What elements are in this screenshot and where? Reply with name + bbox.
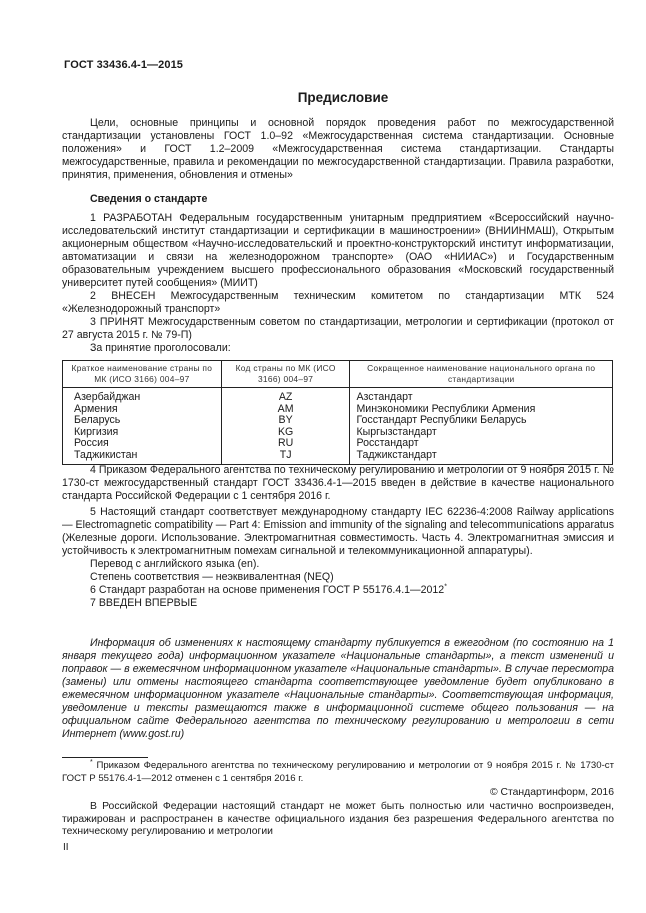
item-7-introduced: 7 ВВЕДЕН ВПЕРВЫЕ xyxy=(90,597,198,609)
changes-notice-text: Информация об изменениях к настоящему стандарту публикуется в ежегодном (по состоянию на 1 января текущего года) информационном указателе «Национальные стандарты», а текст изменений и поправок — в ежемесячном информационном указателе «Национальные стандарты». В случае пересмотра (замены) или отмены настоящего стандарта соответствующее уведомление будет опубликовано в ежемесячном информационном указателе «Национальные стандарты». Соответствующая информация, уведомление и тексты размещаются также в информационной системе общего пользования — на официальном сайте Федерального агентства по техническому регулированию и метрологии в сети Интернет (www.gost.ru) xyxy=(62,637,614,740)
footnote xyxy=(62,760,614,785)
column-header-code: Код страны по МК (ИСО 3166) 004–97 xyxy=(221,361,350,388)
item-6-text: 6 Стандарт разработан на основе применения ГОСТ Р 55176.4.1—2012 xyxy=(90,584,445,596)
degree-of-conformity: Степень соответствия — неэквивалентная (NEQ) xyxy=(90,571,334,583)
column-header-country: Краткое наименование страны по МК (ИСО 3166) 004–97 xyxy=(63,361,222,388)
intro-section xyxy=(62,117,614,182)
item-3-adopted: 3 ПРИНЯТ Межгосударственным советом по стандартизации, метрологии и сертификации (протокол от 27 августа 2015 г. № 79-П) xyxy=(62,316,614,341)
standards-body: Кыргызстандарт xyxy=(350,427,613,439)
country-code: AZ xyxy=(221,388,350,404)
table-row xyxy=(63,438,613,450)
country-name: Киргизия xyxy=(74,425,119,438)
table-row xyxy=(63,415,613,427)
item-2-submitted: 2 ВНЕСЕН Межгосударственным техническим комитетом по стандартизации МТК 524 «Железнодорожный транспорт» xyxy=(62,290,614,315)
standards-body: Росстандарт xyxy=(350,438,613,450)
item-6-based-on xyxy=(62,584,614,597)
table-row xyxy=(63,450,613,464)
about-standard-section xyxy=(62,193,614,355)
country-code: AM xyxy=(221,404,350,416)
rights-notice xyxy=(62,801,614,839)
page-title: Предисловие xyxy=(297,90,389,105)
footnote-divider xyxy=(62,757,148,758)
item-1-developed: 1 РАЗРАБОТАН Федеральным государственным унитарным предприятием «Всероссийский научно-исследовательский институт стандартизации и сертификации в машиностроении» (ВНИИНМАШ), Открытым акционерным обществом «Научно-исследовательский и проектно-конструкторский институт информатизации, автоматизации и связи на железнодорожном транспорте» (ОАО «НИИАС») и Государственным образовательным учреждением высшего профессионального образования «Московский государственный университет путей сообщения» (МИИТ) xyxy=(62,212,614,289)
footnote-mark: * xyxy=(90,758,93,766)
item-4-enacted: 4 Приказом Федерального агентства по техническому регулированию и метрологии от 9 ноября 2015 г. № 1730-ст межгосударственный стандарт ГОСТ 33436.4-1—2015 введен в действие в качестве национального стандарта Российской Федерации с 1 сентября 2016 г. xyxy=(62,464,614,502)
table-row xyxy=(63,404,613,416)
footnote-marker: * xyxy=(444,583,447,591)
standards-body: Минэкономики Республики Армения xyxy=(350,404,613,416)
page-number: II xyxy=(63,842,69,853)
table-row xyxy=(63,427,613,439)
country-name: Россия xyxy=(74,437,109,450)
country-name: Азербайджан xyxy=(74,391,141,403)
table-header-row xyxy=(63,361,613,388)
voted-label: За принятие проголосовали: xyxy=(90,342,231,354)
standards-body: Азстандарт xyxy=(350,388,613,404)
rights-text: В Российской Федерации настоящий стандарт не может быть полностью или частично воспроизведен, тиражирован и распространен в качестве официального издания без разрешения Федерального агентства по техническому регулированию и метрологии xyxy=(62,801,614,837)
country-name: Армения xyxy=(74,402,118,415)
country-code: KG xyxy=(221,427,350,439)
table-row xyxy=(63,388,613,404)
voting-countries-table xyxy=(62,360,613,465)
changes-notice xyxy=(62,637,614,741)
country-code: RU xyxy=(221,438,350,450)
copyright-notice: © Стандартинформ, 2016 xyxy=(489,787,614,798)
standards-body: Таджикстандарт xyxy=(350,450,613,464)
footnote-text: Приказом Федерального агентства по техническому регулированию и метрологии от 9 ноября 2015 г. № 1730-ст ГОСТ Р 55176.4-1—2012 отменен с 1 сентября 2016 г. xyxy=(62,760,614,784)
country-code: BY xyxy=(221,415,350,427)
document-code-header: ГОСТ 33436.4-1—2015 xyxy=(64,59,184,71)
country-name: Таджикистан xyxy=(74,448,138,461)
country-name: Беларусь xyxy=(74,414,121,427)
footnote-paragraph xyxy=(62,760,614,785)
about-heading: Сведения о стандарте xyxy=(90,193,208,205)
column-header-standards-body: Сокращенное наименование национального органа по стандартизации xyxy=(350,361,613,388)
item-5-conformity: 5 Настоящий стандарт соответствует международному стандарту IEC 62236-4:2008 Railway applications — Electromagnetic compatibility — Part 4: Emission and immunity of the signaling and telecommunications apparatus (Железные дороги. Использование. Электромагнитная совместимость. Часть 4. Электромагнитная эмиссия и устойчивость к электромагнитным помехам сигнальной и телекоммуникационной аппаратуры). xyxy=(62,506,614,557)
translation-note: Перевод с английского языка (en). xyxy=(90,558,260,570)
country-code: TJ xyxy=(221,450,350,464)
enactment-section xyxy=(62,464,614,610)
intro-paragraph: Цели, основные принципы и основной порядок проведения работ по межгосударственной стандартизации установлены ГОСТ 1.0–92 «Межгосударственная система стандартизации. Основные положения» и ГОСТ 1.2–2009 «Межгосударственная система стандартизации. Стандарты межгосударственные, правила и рекомендации по межгосударственной стандартизации. Правила разработки, принятия, применения, обновления и отмены» xyxy=(62,117,614,181)
standards-body: Госстандарт Республики Беларусь xyxy=(350,415,613,427)
